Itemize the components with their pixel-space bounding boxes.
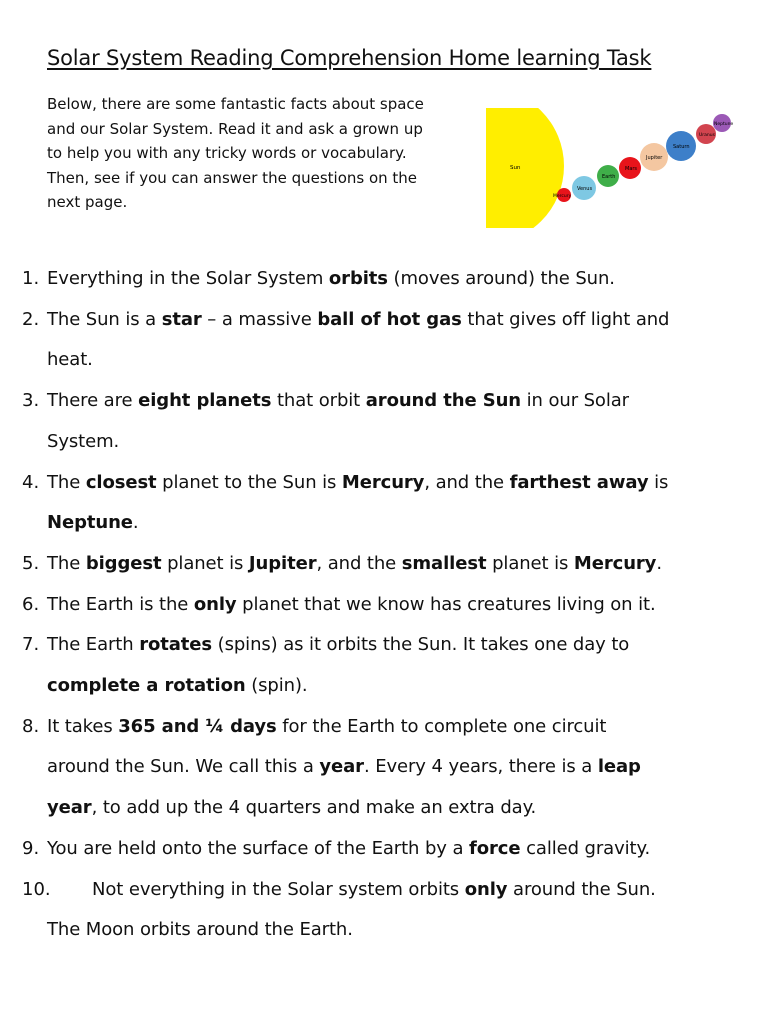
venus-label: Venus [577,186,593,192]
fact-line [47,919,353,940]
fact-line [47,675,308,696]
earth-label: Earth [602,174,616,180]
fact-keyword: Jupiter [248,552,317,574]
sun-label: Sun [510,165,521,171]
intro-line: to help you with any tricky words or vocabulary. [47,144,407,162]
fact-text: . [132,512,139,534]
fact-text: The [47,552,86,574]
fact-line [47,594,656,615]
intro-paragraph [47,92,487,215]
fact-keyword: leap [597,756,641,778]
fact-line [47,797,536,818]
intro-line: Below, there are some fantastic facts about space [47,95,424,113]
fact-line [47,390,629,411]
fact-keyword: ball of hot gas [317,308,462,330]
fact-line [92,879,656,900]
fact-line [47,634,629,655]
fact-text: that gives off light and [461,308,670,330]
fact-keyword: year [47,797,92,819]
fact-number: 10. [22,878,51,900]
fact-text: – a massive [201,308,318,330]
fact-text: in our Solar [521,390,629,412]
fact-number: 9. [22,837,40,859]
fact-text: (spin). [245,675,308,696]
fact-text: that orbit [271,390,366,412]
fact-line [47,756,641,777]
mars-label: Mars [625,166,638,172]
fact-text: is [648,471,669,493]
fact-keyword: Mercury [573,552,657,574]
fact-text: System. [47,430,120,452]
fact-number: 8. [22,715,40,737]
fact-text: for the Earth to complete one circuit [276,715,607,737]
fact-line [47,716,606,737]
fact-keyword: star [161,308,202,330]
fact-keyword: closest [85,471,157,493]
fact-line [47,309,669,330]
fact-keyword: smallest [401,552,487,574]
fact-keyword: Neptune [47,512,133,534]
fact-text: planet to the Sun is [156,471,342,493]
fact-number: 3. [22,390,40,412]
fact-keyword: 365 and ¼ days [118,715,277,737]
solar-system-diagram [486,108,746,228]
fact-text: The [47,471,86,493]
fact-keyword: force [469,837,521,859]
fact-keyword: orbits [328,268,388,289]
intro-line: next page. [47,193,128,211]
intro-line: and our Solar System. Read it and ask a grown up [47,119,423,138]
fact-text: . Every 4 years, there is a [363,756,598,778]
fact-text: . [656,552,662,574]
fact-line [47,268,615,289]
mercury-label: Mercury [553,194,572,199]
fact-text: Not everything in the Solar system orbits [92,878,465,900]
intro-line: Then, see if you can answer the questions on the [47,168,418,187]
fact-keyword: year [319,756,364,778]
fact-line [47,472,668,493]
fact-number: 5. [22,552,40,574]
page-title: Solar System Reading Comprehension Home learning Task [47,46,652,70]
fact-text: called gravity. [520,837,651,859]
fact-line [47,838,650,859]
fact-text: The Sun is a [47,308,162,330]
fact-text: There are [47,390,139,412]
fact-text: , and the [316,552,402,574]
fact-keyword: rotates [139,634,213,656]
fact-number: 4. [22,471,40,493]
fact-text: planet that we know has creatures living on it. [236,593,656,615]
fact-text: Everything in the Solar System [47,268,329,289]
fact-text: It takes [47,715,119,737]
fact-text: The Moon orbits around the Earth. [47,919,353,941]
fact-number: 6. [22,593,40,615]
fact-line [47,349,93,370]
fact-text: around the Sun. We call this a [47,756,320,778]
fact-text: You are held onto the surface of the Earth by a [47,837,470,859]
fact-number: 1. [22,268,40,289]
fact-number: 7. [22,634,40,656]
fact-line [47,553,662,574]
uranus-label: Uranus [699,133,715,138]
fact-number: 2. [22,308,40,330]
fact-text: planet is [161,552,249,574]
fact-keyword: farthest away [509,471,649,493]
fact-keyword: only [464,878,508,900]
fact-keyword: eight planets [138,390,272,412]
fact-keyword: complete a rotation [47,675,246,696]
fact-keyword: biggest [85,552,162,574]
fact-text: , and the [424,471,510,493]
fact-text: around the Sun. [507,878,656,900]
fact-line [47,431,119,452]
fact-text: planet is [486,552,574,574]
fact-text: (moves around) the Sun. [387,268,615,289]
fact-text: (spins) as it orbits the Sun. It takes one day to [212,634,630,656]
fact-keyword: Mercury [341,471,425,493]
neptune-label: Neptune [714,122,734,127]
fact-text: , to add up the 4 quarters and make an extra day. [91,797,537,819]
fact-text: The Earth [47,634,140,656]
sun-shape [486,108,564,228]
saturn-label: Saturn [673,144,690,150]
fact-text: heat. [47,349,93,371]
jupiter-label: Jupiter [646,155,663,161]
fact-keyword: only [193,593,237,615]
fact-keyword: around the Sun [365,390,522,412]
fact-line [47,512,139,533]
fact-text: The Earth is the [47,593,194,615]
